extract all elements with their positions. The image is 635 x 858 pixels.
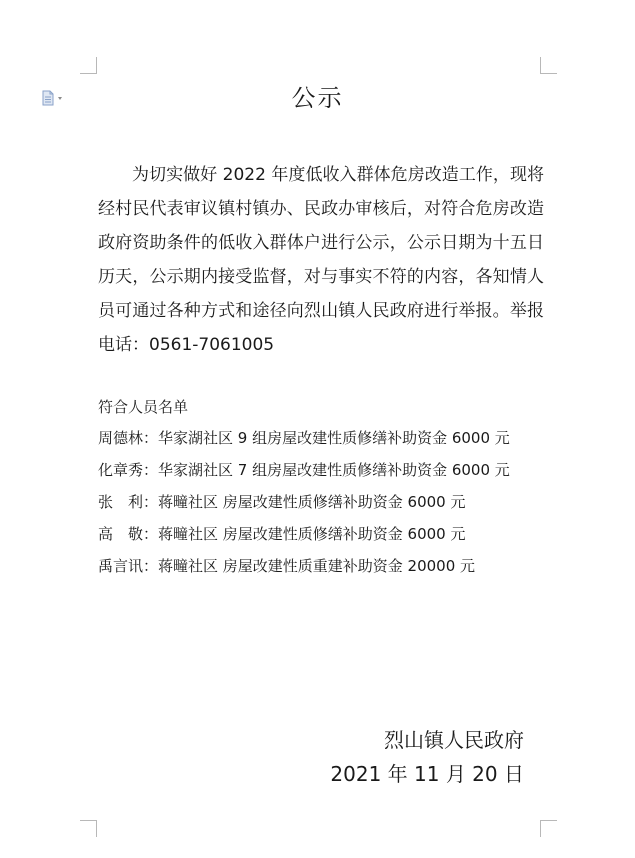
list-heading: 符合人员名单 [98, 398, 189, 416]
list-item: 高 敬：蒋疃社区 房屋改建性质修缮补助资金 6000 元 [98, 525, 466, 543]
signature-organization: 烈山镇人民政府 [384, 728, 524, 752]
list-item: 禹言讯：蒋疃社区 房屋改建性质重建补助资金 20000 元 [98, 557, 476, 575]
page-corner-bottom-right [540, 820, 557, 837]
eligible-list [98, 392, 544, 582]
page-title: 公示 [291, 84, 344, 112]
page-corner-bottom-left [80, 820, 97, 837]
notice-body: 为切实做好 2022 年度低收入群体危房改造工作，现将经村民代表审议镇村镇办、民政办审核后，对符合危房改造政府资助条件的低收入群体户进行公示，公示日期为十五日历天，公示期内接受监督，对与事实不符的内容，各知情人员可通过各种方式和途径向烈山镇人民政府进行举报。举报电话：0561-7061005 [98, 165, 544, 355]
page-corner-top-left [80, 57, 97, 74]
list-item: 化章秀：华家湖社区 7 组房屋改建性质修缮补助资金 6000 元 [98, 461, 510, 479]
list-item: 周德林：华家湖社区 9 组房屋改建性质修缮补助资金 6000 元 [98, 429, 510, 447]
signature-date: 2021 年 11 月 20 日 [330, 762, 524, 786]
page-corner-top-right [540, 57, 557, 74]
list-item: 张 利：蒋疃社区 房屋改建性质修缮补助资金 6000 元 [98, 493, 466, 511]
